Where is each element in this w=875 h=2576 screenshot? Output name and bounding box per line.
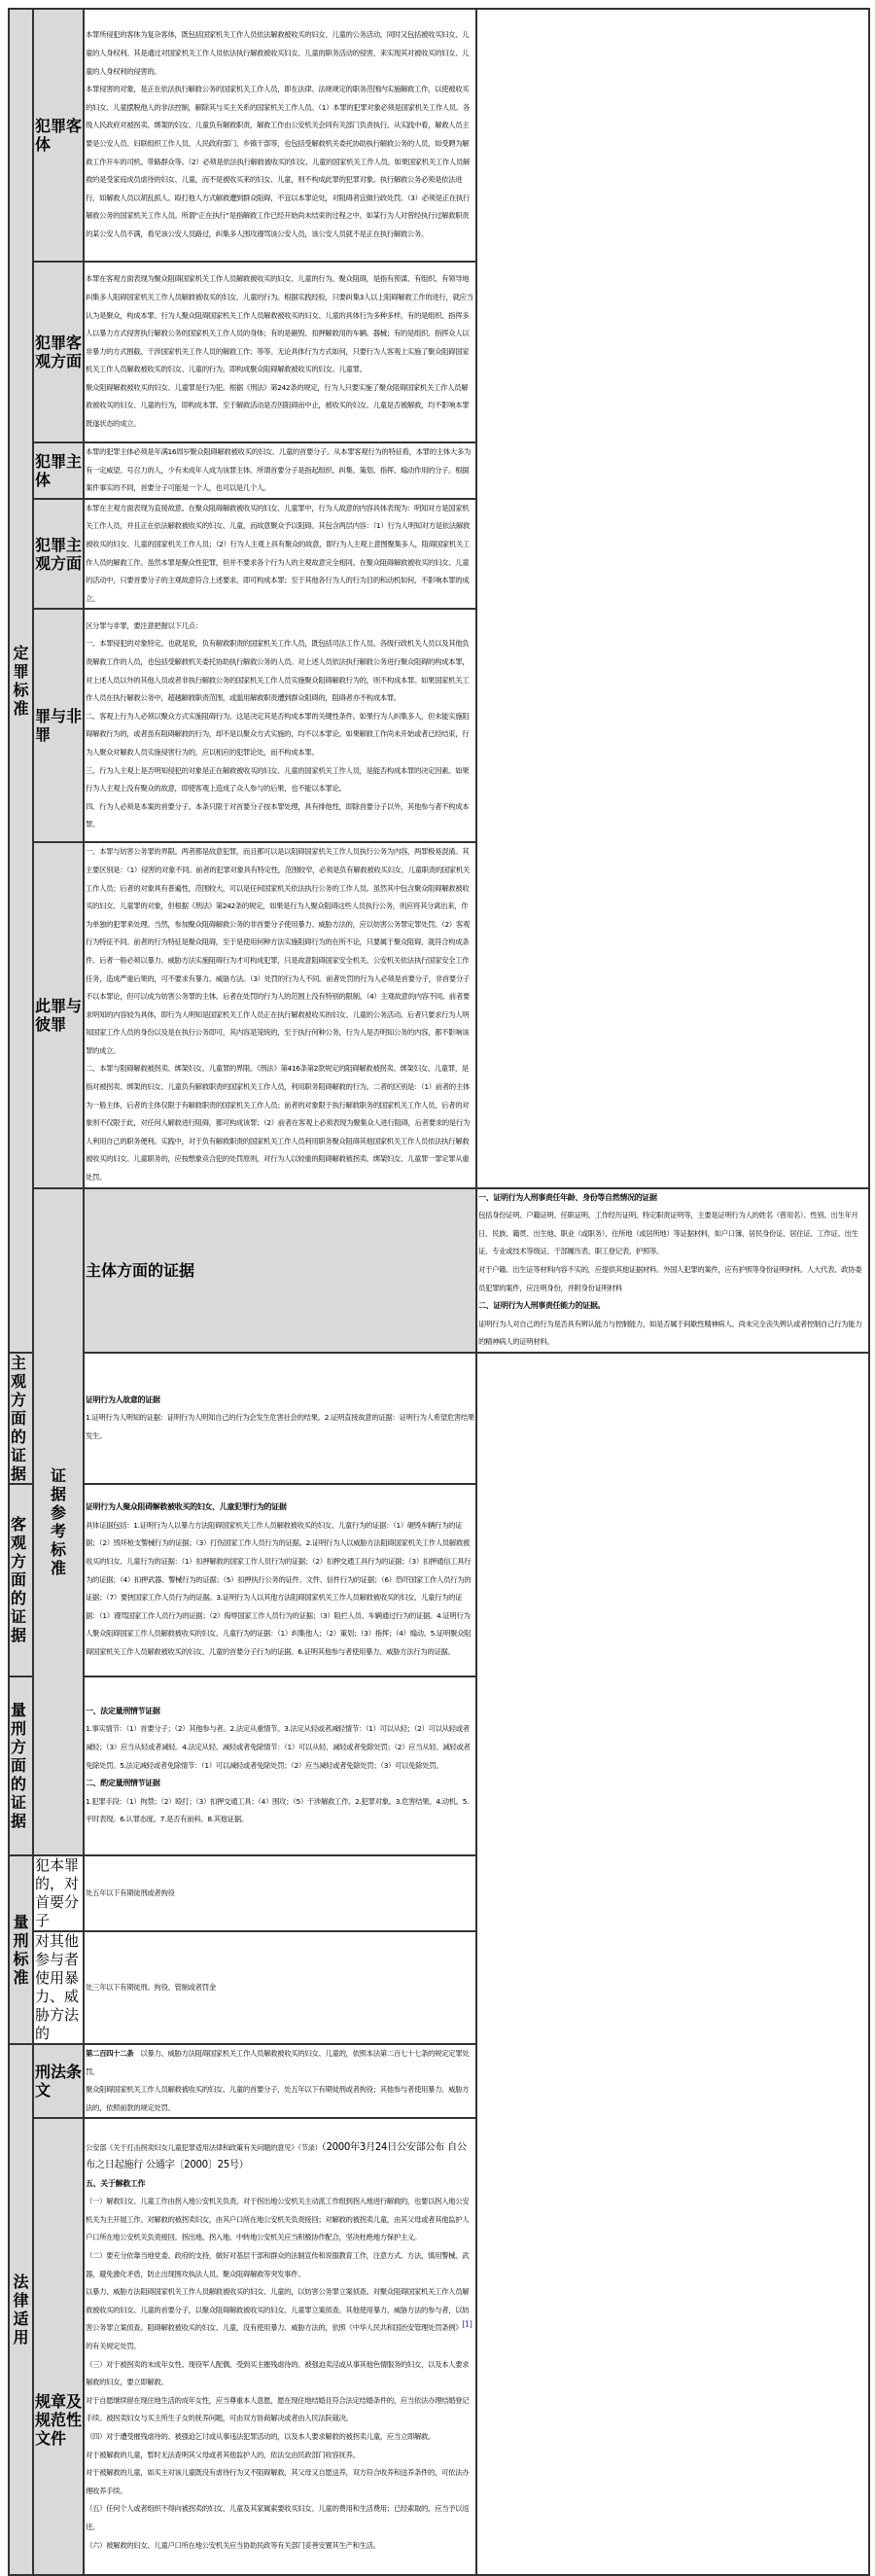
section-dingzui: 定 罪 标 准: [9, 9, 33, 1353]
para: 包括身份证明、户籍证明、任职证明、工作经历证明、特定职责证明等，主要是证明行为人的姓名（曾用名）、性别、出生年月日、民族、籍贯、出生地、职业（或职务）、住所地（或居所地）等证据材料，如户口簿、居民身份证、居住证、工作证、出生证、专业或技术等级证、干部履历表、职工登记表、护照等。: [478, 1211, 858, 1256]
para: 本罪的犯罪主体必须是年满16周岁聚众阻碍解救被收买的妇女、儿童的首要分子。从本罪客观行为的特征看，本罪的主体大多为有一定威望、号召力的人，少有未成年人成为该罪主体。所谓首要分子是指起组织、纠集、策划、指挥、煽动作用的分子。根据案件事实的不同，首要分子可能是一个人，也可以是几个人。: [86, 447, 471, 493]
para: 本罪侵害的对象，是正在依法执行解救公务的国家机关工作人员，即在法律、法规规定的职务范围内实施解救工作，以使被收买的妇女、儿童摆脱他人的非法控制，解除其与买主关系的国家机关工作人员。（1）本罪的犯罪对象必须是国家机关工作人员。各级人民政府对被拐卖、绑架的妇女、儿童负有解救职责，解救工作由公安机关会同有关部门负责执行。从实践中看，解救人员主要是公安人员、妇联组织工作人员、人民政府部门、乡镇干部等，也包括受解救机关委托协助执行解救公务的人员，如受聘为解救工作开车的司机、带路群众等。（2）必须是依法执行解救被收买的妇女、儿童的国家机关工作人员。如果国家机关工作人员解救的是受家庭成员虐待的妇女、儿童，而不是被收买来的妇女、儿童，则不构成此罪的犯罪对象。执行解救公务必须是依法进行，如解救人员以胡乱抓人、殴打他人方式解救遭到群众阻碍，不宜以本罪论处，对阻碍者宜做行政处罚。（3）必须是正在执行解救公务的国家机关工作人员。所谓“正在执行”是指解救工作已经开始尚未结束的过程之中。如某行为人对曾经执行过解救职责的某公安人员不满，看见该公安人员路过，纠集多人围攻谩骂该公安人员，该公安人员就不是正在执行解救公务。: [86, 85, 470, 238]
footnote-link[interactable]: [1]: [462, 2319, 472, 2329]
cell-keguan-evidence: [84, 1484, 476, 1676]
para: 二、本罪与阻碍解救被拐卖、绑架妇女、儿童罪的界限。《刑法》第416条第2款规定的阻碍解救被拐卖、绑架妇女、儿童罪，是指对被拐卖、绑架的妇女、儿童负有解救职责的国家机关工作人员，利用职务阻碍解救的行为。二者的区别是：（1）前者的主体为一般主体，后者的主体仅限于有解救职责的国家机关工作人员；前者的对象限于执行解救职务的国家机关工作人员，后者的对象则不仅限于此，对任何人解救进行阻碍，都可构成该罪；（2）前者在客观上必须表现为聚集众人进行阻碍，后者要求的是行为人利用自己的职务便利。实践中，对于负有解救职责的国家机关工作人员利用职务聚众阻碍其他国家机关工作人员依法执行解救被收买的妇女、儿童职务的，应按想象竞合犯的处罚原则，对行为人以较重的阻碍解救被拐卖、绑架妇女、儿童罪一罪定罪从重处罚。: [86, 1064, 470, 1182]
label-zhuti-evidence: 主体方面的证据: [84, 1188, 476, 1353]
section-zhengju: 证 据 参 考 标 准: [33, 1188, 84, 1855]
article-text: 以暴力、威胁方法阻碍国家机关工作人员解救被收买的妇女、儿童的，依照本法第二百七十七条的规定定罪处罚。: [86, 2048, 470, 2076]
para: 二、客观上行为人必须以聚众方式实施阻碍行为。这是决定其是否构成本罪的关键性条件。如果行为人纠集多人，但未能实施阻碍解救行为的，或者虽有阻碍解救的行为，却不是以聚众方式实施的，均不以本罪论。如果解救工作尚未开始或者已经结束，行为人聚众对解救人员实施侵害行为的，应以相应的犯罪论处，而不构成本罪。: [86, 711, 470, 757]
row-guizhang: [9, 2118, 869, 2575]
source-title: [86, 2139, 474, 2175]
row-sentence-1: [9, 1855, 869, 1931]
para: 1.证明行为人明知的证据：证明行为人明知自己的行为会发生危害社会的结果。2.证明直接故意的证据：证明行为人希望危害结果发生。: [86, 1413, 474, 1440]
para: 聚众阻碍国家机关工作人员解救被收买的妇女、儿童的首要分子，处五年以下有期徒刑或者拘役；其他参与者使用暴力、威胁方法的，依照前款的规定处罚。: [86, 2085, 470, 2112]
para: 对于被解救的儿童，暂时无法查明其父母或者其他监护人的，依法交由民政部门收容抚养。: [86, 2450, 360, 2459]
law-table: [8, 8, 870, 2576]
cell-zuiyufeizui: [84, 609, 476, 842]
para: 证明行为人对自己的行为是否具有辨认能力与控制能力，如是否属于间歇性精神病人、尚未完全丧失辨认或者控制自己行为能力的精神病人的证明材料。: [478, 1319, 862, 1347]
para: [86, 2283, 474, 2355]
source-note: （2000年3月24日公安部公布 自公布之日起施行 公通字〔2000〕25号）: [86, 2141, 467, 2171]
para: 1.事实情节：（1）首要分子；（2）其他参与者。2.法定从重情节。3.法定从轻或者减轻情节：（1）可以从轻；（2）可以从轻或者减轻；（3）应当从轻或者减轻。4.法定从轻、减轻或者免除情节：（1）可以从轻、减轻或者免除处罚；（2）应当从轻、减轻或者免除处罚。5.法定减轻或者免除情节：（1）可以减轻或者免除处罚；（2）应当减轻或者免除处罚；（3）可以免除处罚。: [86, 1724, 471, 1770]
para: 对于被解救的儿童，如买主对该儿童既没有虐待行为又不阻碍解救，其父母又自愿送养，双方符合收养和送养条件的，可依法办理收养手续。: [86, 2468, 470, 2495]
cell-zhuti: [84, 442, 476, 499]
label-zuiyufeizui: 罪与非罪: [33, 609, 84, 842]
cell-liangxing-evidence: [84, 1676, 476, 1855]
para: 聚众阻碍解救被收买的妇女、儿童罪是行为犯。根据《刑法》第242条的规定，行为人只要实施了聚众阻碍国家机关工作人员解救被收买的妇女、儿童的行为，即构成本罪。至于解救活动是否因阻碍而中止，被收买的妇女、儿童是否被解救，均不影响本罪既遂状态的成立。: [86, 382, 470, 429]
section-liangxing: 量 刑 标 准: [9, 1855, 33, 2044]
label-guizhang: 规章及规范性文件: [33, 2118, 84, 2575]
row-xingfa: [9, 2044, 869, 2118]
cell-keti: [84, 9, 476, 262]
para-text: 以暴力、威胁方法阻碍国家机关工作人员解救被收买的妇女、儿童的，以妨害公务罪立案侦查。对聚众阻碍国家机关工作人员解救被收买的妇女、儿童的首要分子，以聚众阻碍解救被收买的妇女、儿童罪立案侦查。其他使用暴力、威胁方法的参与者，以妨害公务罪立案侦查。阻碍解救被收买的妇女、儿童，没有使用暴力、威胁方法的，依照《中华人民共和国治安管理处罚条例》: [86, 2287, 470, 2333]
row-sentence-2: [9, 1931, 869, 2044]
row-keguan: [9, 262, 869, 442]
para-text: 的有关规定处罚。: [86, 2342, 141, 2351]
label-zhuguan: 犯罪主观方面: [33, 499, 84, 610]
para: （六）被解救的妇女、儿童户口所在地公安机关应当协助民政等有关部门妥善安置其生产和生活。: [86, 2540, 380, 2550]
para: 四、行为人必须是本案的首要分子。本条只限于对首要分子按本罪处理，具有排他性，即除首要分子以外，其他参与者不构成本罪。: [86, 801, 470, 829]
row-zuiyufeizui: [9, 609, 869, 842]
para: （五）任何个人或者组织不得向被拐卖的妇女、儿童及其家属索要收买妇女、儿童的费用和生活费用；已经索取的，应当予以返还。: [86, 2504, 470, 2531]
label-zhuguan-evidence: 主观方面的证据: [9, 1353, 33, 1484]
row-keti: [9, 9, 869, 262]
cell-sentence-2: 处三年以下有期徒刑、拘役、管制或者罚金: [84, 1931, 476, 2044]
para: 对于户籍、出生证等材料内容不实的，应提供其他证据材料。外国人犯罪的案件，应有护照等身份证明材料。人大代表、政协委员犯罪的案件，应注明身份，并附身份证明材料: [478, 1265, 862, 1292]
cell-cizuibizui: [84, 842, 476, 1187]
heading: 二、酌定量刑情节证据: [86, 1779, 160, 1788]
para: 区分罪与非罪，要注意把握以下几点：: [86, 620, 202, 630]
cell-zhuti-evidence: [476, 1188, 869, 1353]
cell-xingfa: [84, 2044, 476, 2118]
row-keguan-evidence: [9, 1484, 869, 1676]
para: 具体证据包括：1.证明行为人以暴力方法阻碍国家机关工作人员解救被收买的妇女、儿童行为的证据：（1）砸毁车辆行为的证据；（2）毁坏枪支警械行为的证据；（3）打伤国家工作人员行为的证据。2.证明行为人以威胁方法阻碍国家机关工作人员解救被收买的妇女、儿童行为的证据：（1）扣押解救的国家工作人员行为的证据；（2）扣押交通工具行为的证据；（3）扣押通信工具行为的证据；（4）扣押武器、警械行为的证据；（5）扣押执行公务的证件、文件、信件行为的证据；（6）恐吓国家工作人员行为的证据；（7）要挟国家工作人员行为的证据。3.证明行为人以其他方法阻碍国家机关工作人员解救被收买的妇女、儿童行为的证据：（1）谩骂国家工作人员行为的证据；（2）侮辱国家工作人员行为的证据；（3）阻拦人员、车辆通过行为的证据。4.证明行为人聚众阻碍国家工作人员解救被收买的妇女、儿童行为的证据：（1）纠集他人；（2）策划；（3）指挥；（4）煽动。5.证明聚众阻碍国家机关工作人员解救被收买的妇女、儿童的首要分子行为的证据。6.证明其他参与者使用暴力、威胁方法行为的证据。: [86, 1520, 472, 1657]
para: 1.犯罪手段：（1）拘禁；（2）殴打；（3）扣押交通工具；（4）围攻；（5）干涉解救工作。2.犯罪对象。3.危害结果。4.动机。5.平时表现。6.认罪态度。7.是否有前科。8.其他证据。: [86, 1796, 470, 1824]
para: 三、行为人主观上是否明知侵犯的对象是正在解救被收买的妇女、儿童的国家机关工作人员，是能否构成本罪的决定因素。如果行为人主观上没有聚众的故意，即使客观上造成了众人参与的后果，也不能以本罪论。: [86, 765, 470, 794]
heading: 五、关于解救工作: [86, 2178, 146, 2188]
heading: 一、证明行为人刑事责任年龄、身份等自然情况的证据: [478, 1192, 657, 1202]
label-zhuti: 犯罪主体: [33, 442, 84, 499]
para: 对于自愿继续留在现住地生活的成年女性，应当尊重本人意愿，愿在现住地结婚且符合法定结婚条件的，应当依法办理结婚登记手续。被拐卖妇女与买主所生子女的抚养问题，可由双方协商解决或者由人民法院裁决。: [86, 2395, 470, 2423]
row-zhuguan-evidence: [9, 1353, 869, 1484]
label-sentence-2: 对其他参与者使用暴力、威胁方法的: [33, 1931, 84, 2044]
label-keguan-evidence: 客观方面的证据: [9, 1484, 33, 1676]
para: （一）解救妇女、儿童工作由拐入地公安机关负责。对于拐出地公安机关主动派工作组到拐入地进行解救的，也要以拐入地公安机关为主开展工作。对解救的被拐卖妇女，由其户口所在地公安机关负责接回；对解救的被拐卖儿童，由其父母或者其他监护人户口所在地公安机关负责接回。拐出地、拐入地、中转地公安机关应当积极协作配合，坚决杜绝地方保护主义。: [86, 2197, 470, 2242]
cell-zhuguan: [84, 499, 476, 610]
row-zhuti-evidence: [9, 1188, 869, 1353]
para: 本罪在主观方面表现为直接故意。在聚众阻碍解救被收买的妇女、儿童罪中，行为人故意的内容具体表现为：明知对方是国家机关工作人员，并且正在依法解救被收买的妇女、儿童，而故意聚众予以阻碍。其包含两层内容：（1）行为人明知对方是依法解救被收买的妇女、儿童的国家机关工作人员；（2）行为人主观上具有聚众的故意，即行为人主观上意图聚集多人，阻碍国家机关工作人员的解救工作。虽然本罪是聚众性犯罪，但并不要求各个行为人的主观故意完全相同。在聚众阻碍解救被收买的妇女、儿童的活动中，只要首要分子的主观故意符合上述要求，即可构成本罪；至于其他各行为人的行为目的和动机如何，不影响本罪的成立。: [86, 503, 470, 603]
label-xingfa: 刑法条文: [33, 2044, 84, 2118]
label-sentence-1: 犯本罪的，对首要分子: [33, 1855, 84, 1931]
para: 一、本罪侵犯的对象特定。也就是说，负有解救职责的国家机关工作人员，既包括司法工作人员、各级行政机关人员以及其他负责解救工作的人员，也包括受解救机关委托协助执行解救公务的人员。对上述人员依法执行解救公务进行聚众阻碍的构成本罪，对上述人员以外的其他人员或者非执行解救公务的国家机关工作人员实施聚众阻碍解救行为的，则不构成本罪。如果国家机关工作人员在执行解救公务中，超越解救职责范围，或滥用解救职责遭到群众阻碍的，阻碍者亦不构成本罪。: [86, 639, 470, 703]
para: 本罪所侵犯的客体为复杂客体，既包括国家机关工作人员依法解救被收买的妇女、儿童的公务活动，同时又包括被收买妇女、儿童的人身权利。其是通过对国家机关工作人员依法执行解救被收买妇女、儿童的职务活动的侵害，来实现其对被收买的妇女、儿童的人身权利的侵害的。: [86, 30, 470, 76]
para: （四）对于遭受摧残虐待的、被强迫乞讨或从事违法犯罪活动的，以及本人要求解救的被拐卖儿童，应当立即解救。: [86, 2432, 436, 2442]
label-keti: 犯罪客体: [33, 9, 84, 262]
cell-zhuguan-evidence: [84, 1353, 476, 1484]
section-falv: 法 律 适 用: [9, 2044, 33, 2575]
row-liangxing-evidence: [9, 1676, 869, 1855]
label-liangxing-evidence: 量刑方面的证据: [9, 1676, 33, 1855]
heading: 证明行为人聚众阻碍解救被收买的妇女、儿童犯罪行为的证据: [86, 1502, 287, 1512]
row-cizuibizui: [9, 842, 869, 1187]
cell-keguan: [84, 262, 476, 442]
row-zhuguan: [9, 499, 869, 610]
label-keguan: 犯罪客观方面: [33, 262, 84, 442]
para: 本罪在客观方面表现为聚众阻碍国家机关工作人员解救被收买的妇女、儿童的行为。聚众阻碍，是指有预谋、有组织、有领导地纠集多人阻碍国家机关工作人员解救被收买的妇女、儿童的行为。根据实践经验，只要纠集3人以上阻碍解救工作的进行，就应当认为是聚众，构成本罪。行为人聚众阻碍国家机关工作人员解救被收买的妇女、儿童的具体行为多种多样，有的是组织、指挥多人以暴力方式侵害执行解救公务的国家机关工作人员的身体；有的是砸毁、扣押解救用的车辆、器械；有的是组织、指挥众人以非暴力的方式围截、干涉国家机关工作人员的解救工作；等等。无论具体行为方式如何，只要行为人客观上实施了聚众阻碍国家机关工作人员解救被收买的妇女、儿童的行为，即构成聚众阻碍解救被收买的妇女、儿童罪。: [86, 274, 473, 374]
cell-guizhang: [84, 2118, 476, 2575]
label-cizuibizui: 此罪与彼罪: [33, 842, 84, 1187]
source-name: 公安部《关于打击拐卖妇女儿童犯罪适用法律和政策有关问题的意见》（节录）: [86, 2142, 322, 2152]
para: （二）要充分依靠当地党委、政府的支持，做好对基层干部和群众的法制宣传和说服教育工作，注意方式、方法，慎用警械、武器，避免激化矛盾，防止出现围攻执法人员、聚众阻碍解救等突发事件。: [86, 2251, 470, 2278]
para: 一、本罪与妨害公务罪的界限。两者都是故意犯罪，而且都可以是以阻碍国家机关工作人员执行公务为内容，两罪极易混淆。其主要区别是：（1）侵害的对象不同。前者的犯罪对象具有特定性，范围较窄，必须是负有解救被收买妇女、儿童职责的国家机关工作人员；后者的对象具有普遍性，范围较大，可以是任何国家机关依法执行公务的工作人员。虽然其中包含聚众阻碍解救被收买的妇女、儿童罪的对象，但根据《刑法》第242条的规定，如果是行为人聚众阻碍这些人员执行公务，则应将其分离出来，作为单独的犯罪来处理。当然，参加聚众阻碍解救公务的非首要分子使用暴力、威胁方法的，应以妨害公务罪定罪处罚。（2）客观行为特征不同。前者的行为特征是聚众阻碍，至于是使用何种方法实施阻碍行为的在所不论，只要属于聚众阻碍，就符合构成条件。后者一般必须以暴力、威胁方法实施阻碍行为才可构成犯罪，只是故意阻碍国家安全机关、公安机关依法执行国家安全工作任务，造成严重后果的，可不要求有暴力、威胁方法。（3）处罚的行为人不同。前者处罚的行为人必须是首要分子，非首要分子不以本罪论，但可以成为妨害公务罪的主体。后者在处罚的行为人的范围上没有特别的限制。（4）主观故意的内容不同。前者要求明知的内容较为具体，即行为人明知是国家机关工作人员正在执行解救被收买的妇女、儿童的公务活动。后者只要求行为人明知国家工作人员的身份以及是在执行公务即可，其内容是笼统的，至于执行何种公务，行为人是否明知公务的内容，都不影响该罪的成立。: [86, 847, 470, 1055]
article-number: 第二百四十二条: [86, 2048, 134, 2058]
cell-sentence-1: 处五年以下有期徒刑或者拘役: [84, 1855, 476, 1931]
row-zhuti: [9, 442, 869, 499]
heading: 二、证明行为人刑事责任能力的证据。: [478, 1301, 606, 1311]
heading: 证明行为人故意的证据: [86, 1394, 160, 1404]
para: [86, 2045, 474, 2081]
para: （三）对于被拐卖的未成年女性、现役军人配偶、受到买主摧残虐待的、被强迫卖淫或从事其他色情服务的妇女，以及本人要求解救的妇女，要立即解救。: [86, 2359, 470, 2387]
heading: 一、法定量刑情节证据: [86, 1706, 160, 1715]
